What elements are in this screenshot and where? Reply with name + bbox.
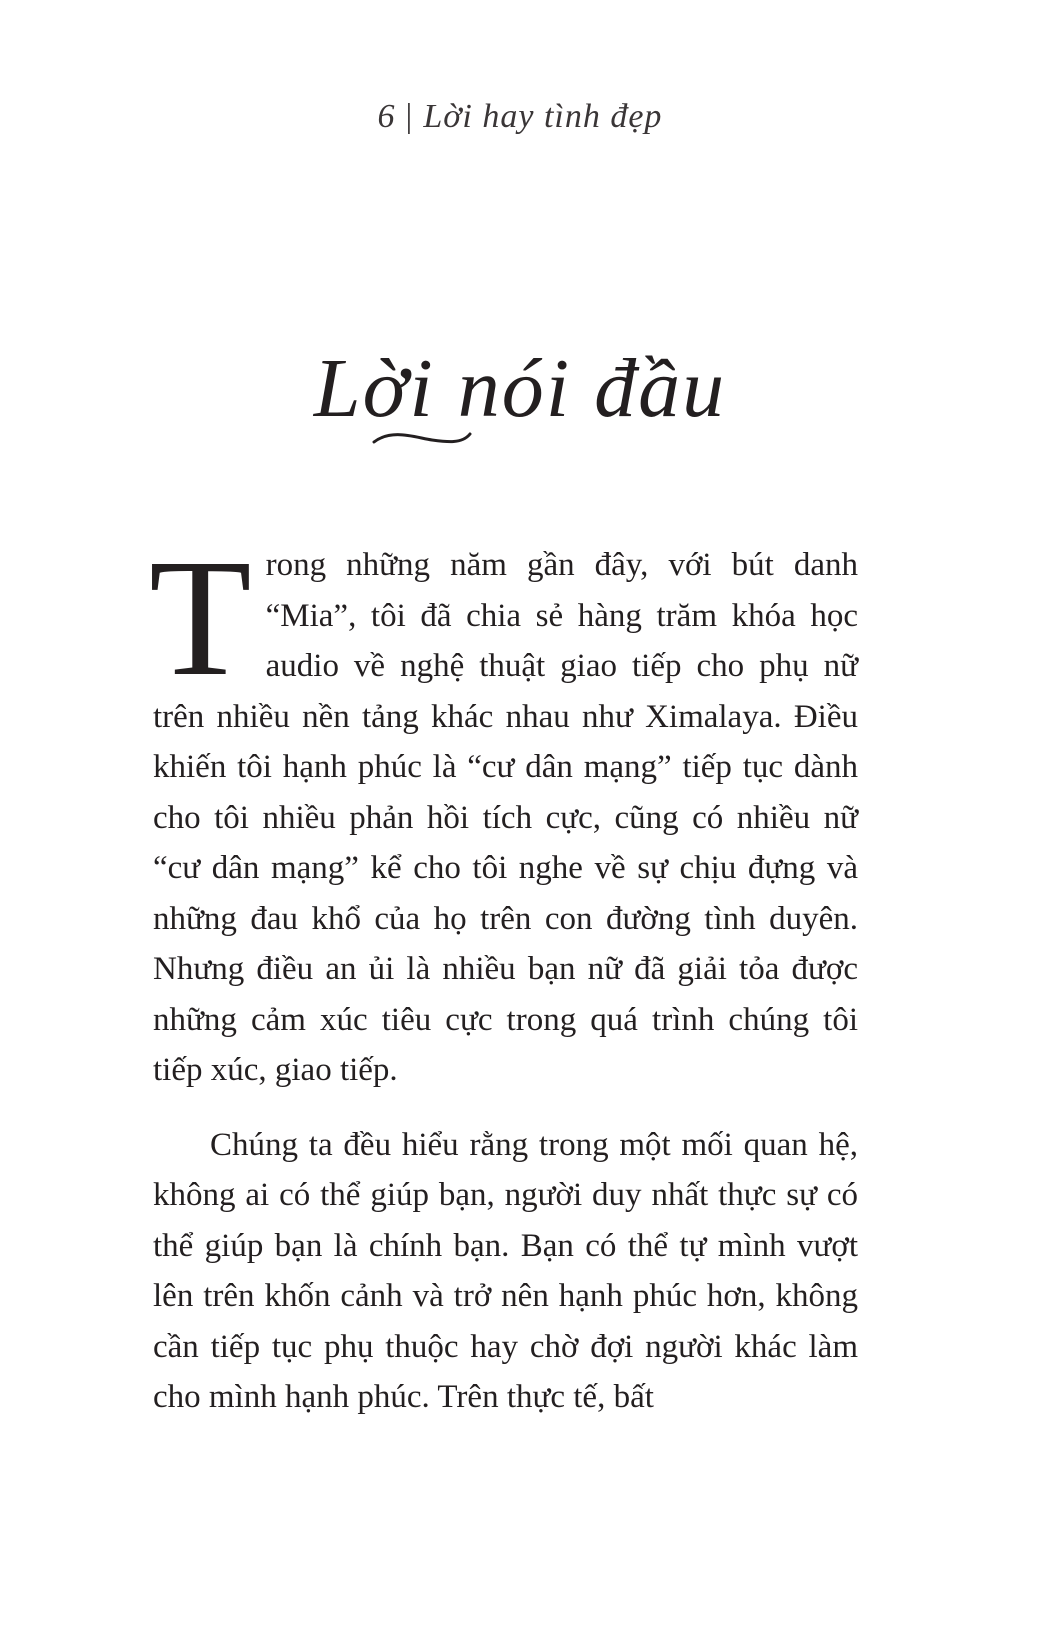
page-number: 6	[377, 98, 396, 135]
paragraph-2: Chúng ta đều hiểu rằng trong một mối quan hệ, không ai có thể giúp bạn, người duy nhất thực sự có thể giúp bạn là chính bạn. Bạn có thể tự mình vượt lên trên khốn cảnh và trở nên hạnh phúc hơn, không cần tiếp tục phụ thuộc hay chờ đợi người khác làm cho mình hạnh phúc. Trên thực tế, bất	[153, 1126, 858, 1415]
chapter-title: Lời nói đầu	[313, 342, 727, 435]
body-text	[149, 525, 858, 1423]
book-title: Lời hay tình đẹp	[423, 98, 663, 135]
drop-cap: T	[149, 525, 252, 711]
header-separator: |	[405, 98, 414, 135]
running-header	[0, 98, 1040, 136]
paragraph-1-text: rong những năm gần đây, với bút danh “Mia”, tôi đã chia sẻ hàng trăm khóa học audio về nghệ thuật giao tiếp cho phụ nữ trên nhiều nền tảng khác nhau như Ximalaya. Điều khiến tôi hạnh phúc là “cư dân mạng” tiếp tục dành cho tôi nhiều phản hồi tích cực, cũng có nhiều nữ “cư dân mạng” kể cho tôi nghe về sự chịu đựng và những đau khổ của họ trên con đường tình duyên. Nhưng điều an ủi là nhiều bạn nữ đã giải tỏa được những cảm xúc tiêu cực trong quá trình chúng tôi tiếp xúc, giao tiếp.	[153, 547, 858, 1088]
title-swash-ornament	[372, 420, 472, 450]
paragraph-1	[149, 525, 858, 1096]
